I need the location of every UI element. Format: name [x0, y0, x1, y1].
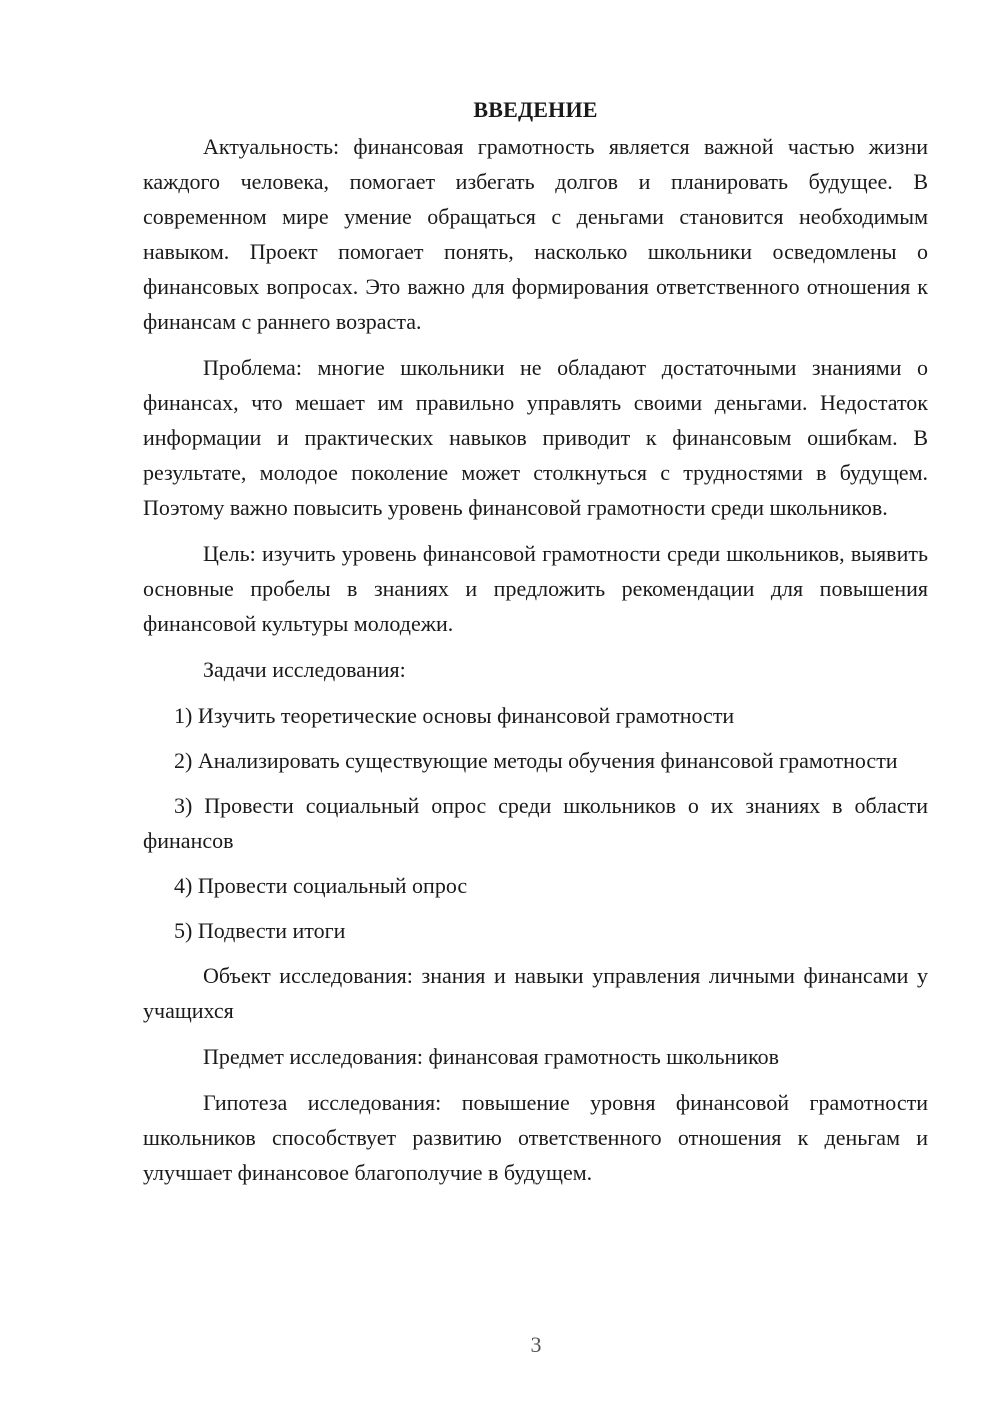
list-item-task-5: 5) Подвести итоги [174, 918, 346, 943]
paragraph-object: Объект исследования: знания и навыки управления личными финансами у учащихся [143, 963, 928, 1023]
paragraph-relevance: Актуальность: финансовая грамотность является важной частью жизни каждого человека, помогает избегать долгов и планировать будущее. В современном мире умение обращаться с деньгами становится необходимым навыком. Проект помогает понять, насколько школьники осведомлены о финансовых вопросах. Это важно для формирования ответственного отношения к финансам с раннего возраста. [143, 134, 928, 334]
list-item-task-2: 2) Анализировать существующие методы обучения финансовой грамотности [174, 748, 898, 773]
page-number: 3 [530, 1332, 542, 1357]
list-item-task-1: 1) Изучить теоретические основы финансовой грамотности [174, 703, 735, 728]
paragraph-tasks-heading: Задачи исследования: [203, 657, 406, 682]
paragraph-problem: Проблема: многие школьники не обладают достаточными знаниями о финансах, что мешает им правильно управлять своими деньгами. Недостаток информации и практических навыков приводит к финансовым ошибкам. В результате, молодое поколение может столкнуться с трудностями в будущем. Поэтому важно повысить уровень финансовой грамотности среди школьников. [143, 355, 928, 520]
list-item-task-4: 4) Провести социальный опрос [174, 873, 468, 898]
page-title: ВВЕДЕНИЕ [473, 97, 598, 122]
paragraph-hypothesis: Гипотеза исследования: повышение уровня финансовой грамотности школьников способствует развитию ответственного отношения к деньгам и улучшает финансовое благополучие в будущем. [143, 1090, 928, 1185]
paragraph-subject: Предмет исследования: финансовая грамотность школьников [203, 1044, 780, 1069]
document-page [143, 92, 928, 1201]
list-item-task-3: 3) Провести социальный опрос среди школьников о их знаниях в области финансов [143, 793, 928, 853]
paragraph-goal: Цель: изучить уровень финансовой грамотности среди школьников, выявить основные пробелы в знаниях и предложить рекомендации для повышения финансовой культуры молодежи. [143, 541, 928, 636]
